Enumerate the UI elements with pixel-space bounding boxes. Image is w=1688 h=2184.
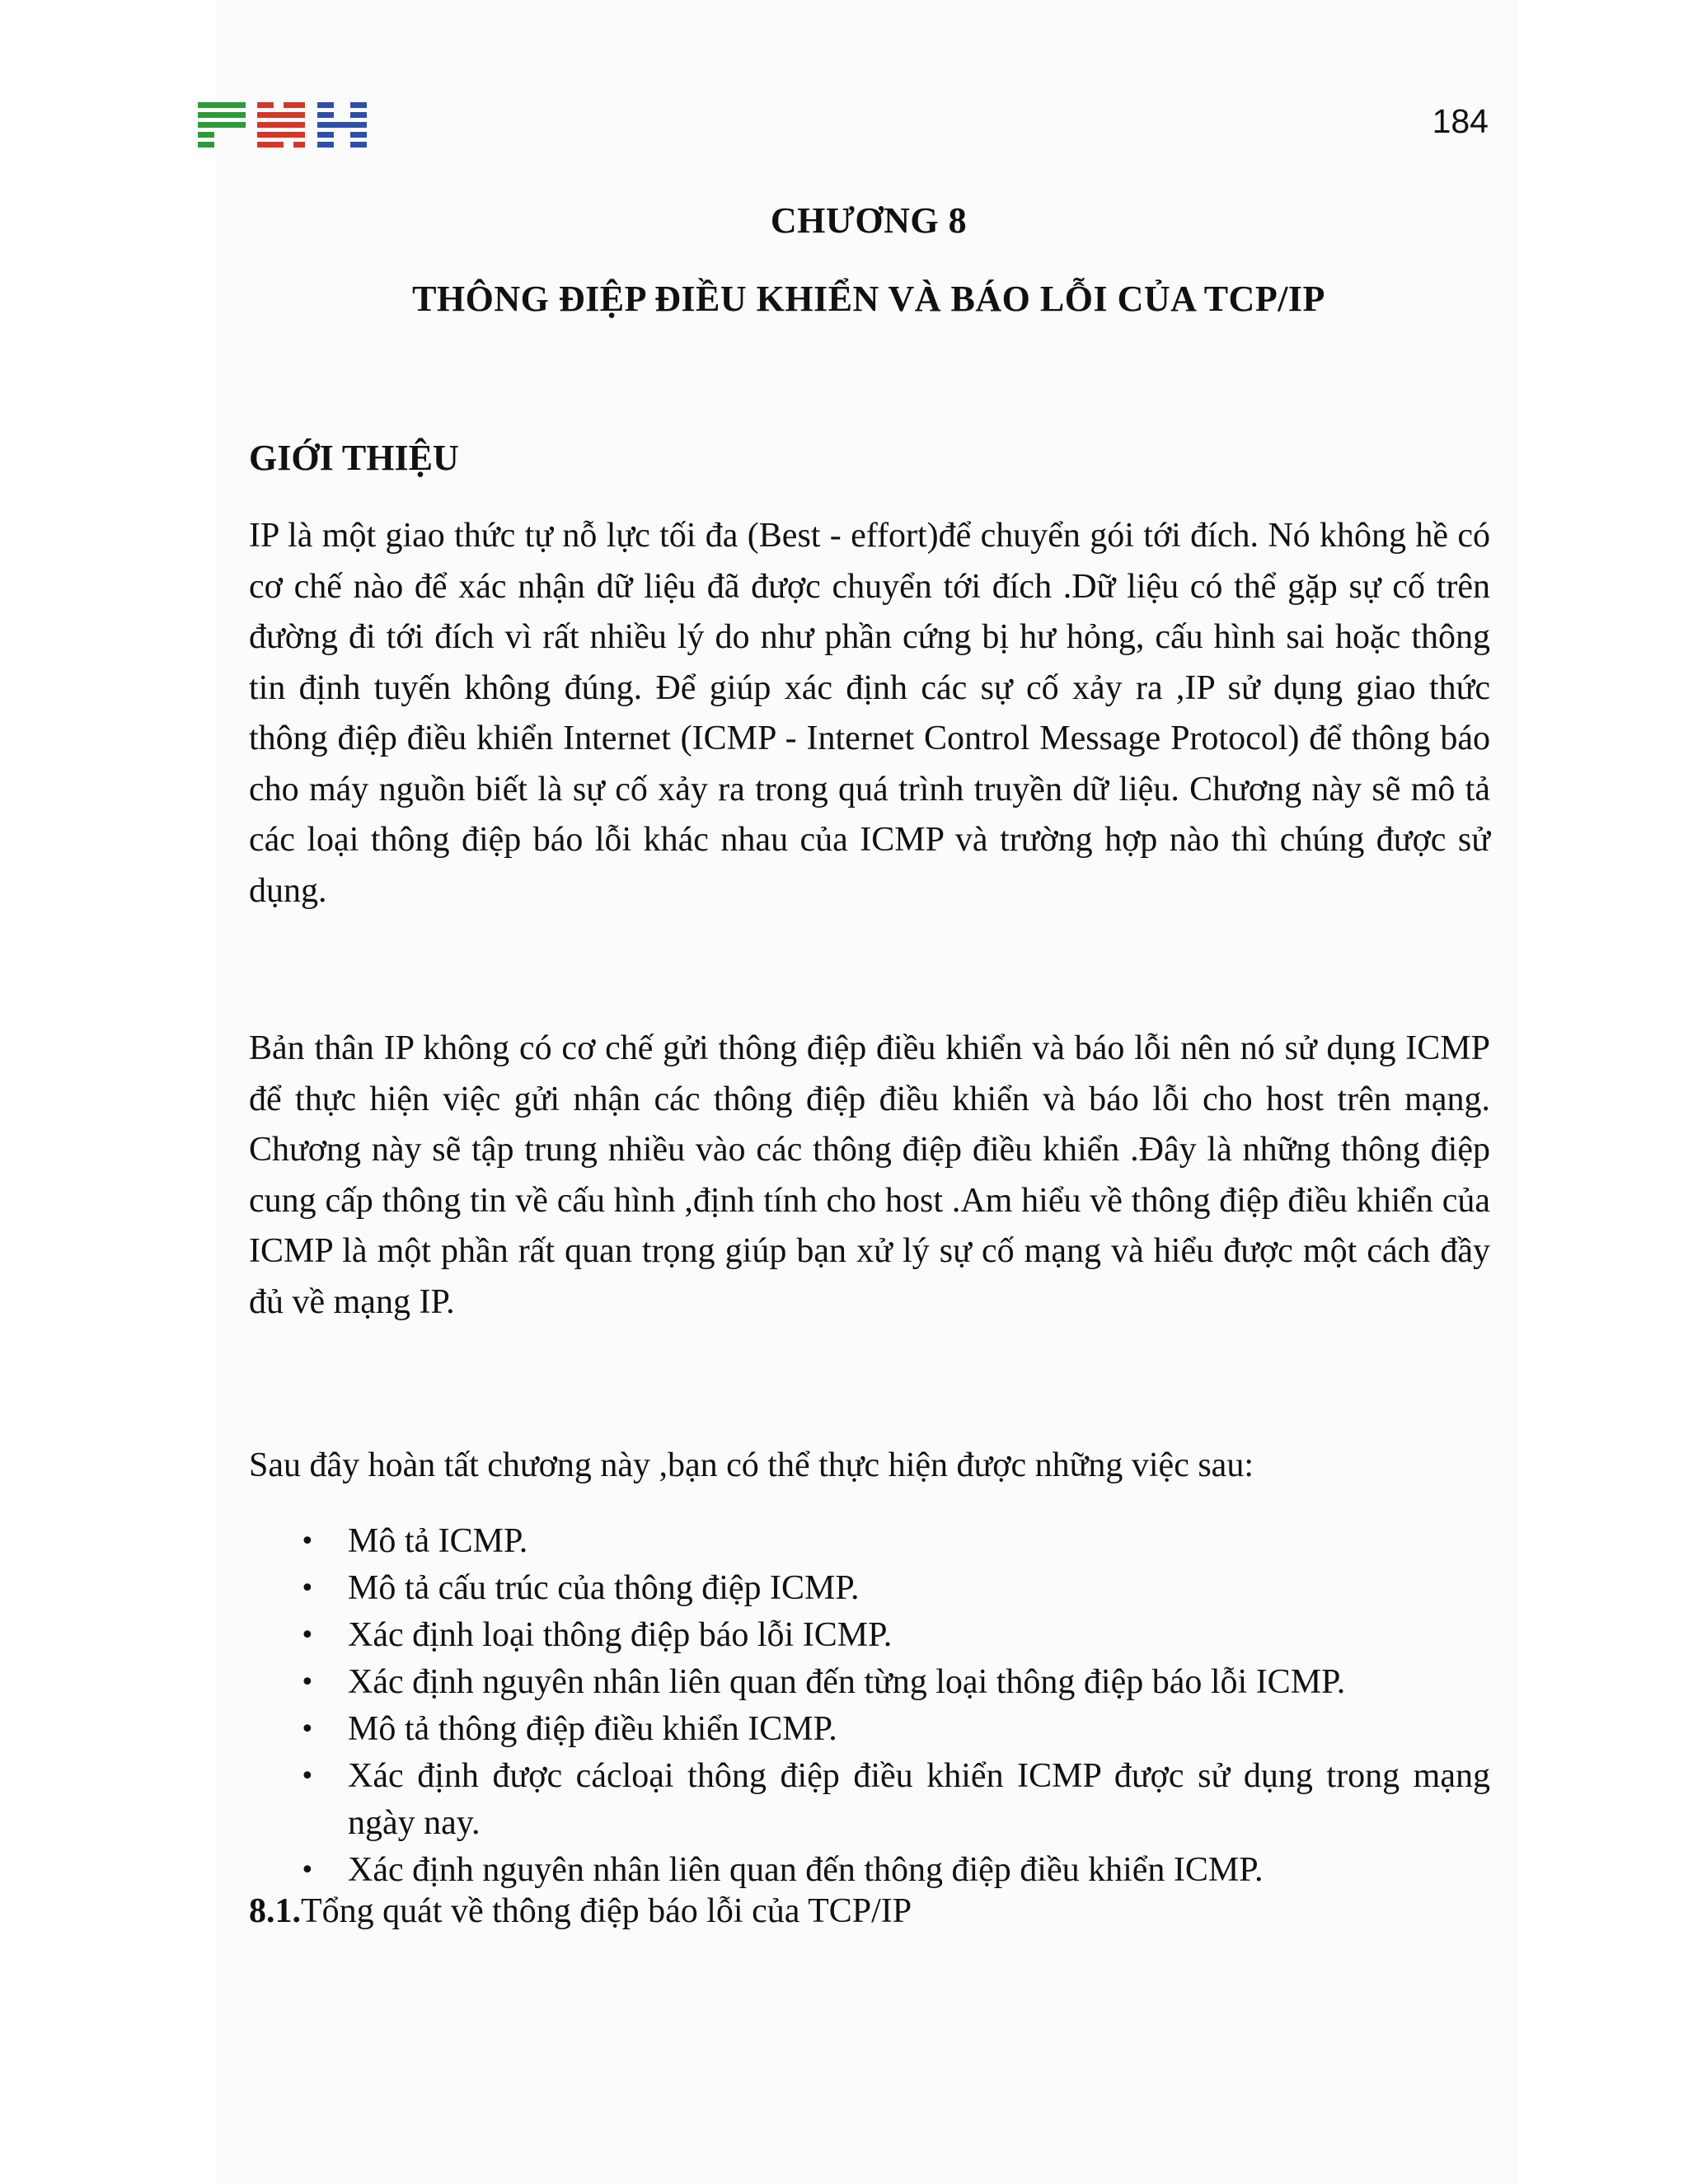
chapter-title: THÔNG ĐIỆP ĐIỀU KHIỂN VÀ BÁO LỖI CỦA TCP/IP bbox=[412, 279, 1325, 319]
logo-letter-n bbox=[257, 102, 305, 148]
objective-text: Mô tả cấu trúc của thông điệp ICMP. bbox=[348, 1569, 860, 1607]
section-title: Tổng quát về thông điệp báo lỗi của TCP/IP bbox=[301, 1892, 912, 1930]
bullet-icon: • bbox=[300, 1527, 315, 1556]
list-item bbox=[249, 1847, 1490, 1894]
list-item bbox=[249, 1706, 1490, 1753]
objective-text: Mô tả ICMP. bbox=[348, 1522, 528, 1560]
objective-text: Mô tả thông điệp điều khiển ICMP. bbox=[348, 1710, 837, 1748]
section-heading bbox=[249, 1891, 912, 1931]
pnh-logo bbox=[198, 102, 367, 148]
list-item bbox=[249, 1565, 1490, 1612]
logo-letter-h bbox=[317, 102, 367, 148]
intro-paragraph-2: Bản thân IP không có cơ chế gửi thông điệp điều khiển và báo lỗi nên nó sử dụng ICMP để thực hiện việc gửi nhận các thông điệp điều khiển và báo lỗi cho host trên mạng. Chương này sẽ tập trung nhiều vào các thông điệp điều khiển .Đây là những thông điệp cung cấp thông tin về cấu hình ,định tính cho host .Am hiểu về thông điệp điều khiển của ICMP là một phần rất quan trọng giúp bạn xử lý sự cố mạng và hiểu được một cách đầy đủ về mạng IP. bbox=[249, 1029, 1490, 1321]
list-item bbox=[249, 1518, 1490, 1565]
logo-letter-p bbox=[198, 102, 246, 148]
objective-text: Xác định được cácloại thông điệp điều khiển ICMP được sử dụng trong mạng ngày nay. bbox=[348, 1757, 1490, 1842]
bullet-icon: • bbox=[300, 1762, 315, 1791]
chapter-number: CHƯƠNG 8 bbox=[770, 200, 968, 241]
objective-text: Xác định loại thông điệp báo lỗi ICMP. bbox=[348, 1616, 893, 1654]
bullet-icon: • bbox=[300, 1715, 315, 1744]
list-item bbox=[249, 1612, 1490, 1659]
bullet-icon: • bbox=[300, 1668, 315, 1697]
intro-heading: GIỚI THIỆU bbox=[249, 438, 459, 478]
intro-paragraph-1: IP là một giao thức tự nỗ lực tối đa (Best - effort)để chuyển gói tới đích. Nó không hề có cơ chế nào để xác nhận dữ liệu đã được chuyển tới đích .Dữ liệu có thể gặp sự cố trên đường đi tới đích vì rất nhiều lý do như phần cứng bị hư hỏng, cấu hình sai hoặc thông tin định tuyến không đúng. Để giúp xác định các sự cố xảy ra ,IP sử dụng giao thức thông điệp điều khiển Internet (ICMP - Internet Control Message Protocol) để thông báo cho máy nguồn biết là sự cố xảy ra trong quá trình truyền dữ liệu. Chương này sẽ mô tả các loại thông điệp báo lỗi khác nhau của ICMP và trường hợp nào thì chúng được sử dụng. bbox=[249, 517, 1490, 910]
bullet-icon: • bbox=[300, 1621, 315, 1650]
objectives-list bbox=[249, 1518, 1490, 1894]
intro-paragraph-3: Sau đây hoàn tất chương này ,bạn có thể thực hiện được những việc sau: bbox=[249, 1446, 1254, 1484]
section-number: 8.1. bbox=[249, 1892, 301, 1930]
objective-text: Xác định nguyên nhân liên quan đến thông điệp điều khiển ICMP. bbox=[348, 1851, 1264, 1889]
list-item bbox=[249, 1659, 1490, 1706]
bullet-icon: • bbox=[300, 1856, 315, 1885]
page-number: 184 bbox=[1432, 102, 1489, 140]
list-item bbox=[249, 1753, 1490, 1847]
objective-text: Xác định nguyên nhân liên quan đến từng loại thông điệp báo lỗi ICMP. bbox=[348, 1663, 1346, 1701]
bullet-icon: • bbox=[300, 1574, 315, 1603]
